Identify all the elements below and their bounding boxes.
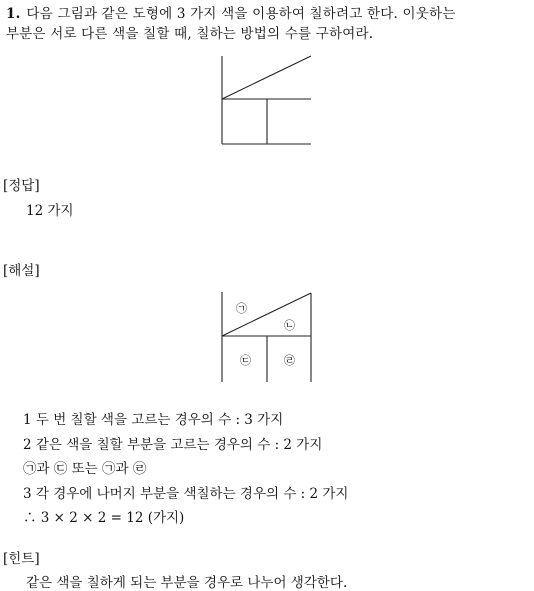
explanation-line-4: 3 각 경우에 나머지 부분을 색칠하는 경우의 수 : 2 가지 (23, 486, 349, 502)
explanation-line-1: 1 두 번 칠할 색을 고르는 경우의 수 : 3 가지 (23, 412, 284, 428)
figure-diagonal (222, 56, 311, 99)
explanation-line-3: ㉠과 ㉢ 또는 ㉠과 ㉣ (23, 461, 147, 477)
problem-figure (218, 54, 316, 148)
problem-line-2: 부분은 서로 다른 색을 칠할 때, 칠하는 방법의 수를 구하여라. (6, 26, 374, 42)
hint-text: 같은 색을 칠하게 되는 부분을 경우로 나누어 생각한다. (26, 575, 348, 591)
explanation-line-5: ∴ 3 × 2 × 2 = 12 (가지) (23, 510, 185, 526)
hint-heading: [힌트] (3, 551, 40, 567)
question-number: 1. (6, 6, 21, 22)
answer-text: 12 가지 (26, 203, 74, 219)
explanation-heading: [해설] (3, 263, 40, 279)
region-label-c: ㉢ (240, 354, 251, 367)
region-label-b: ㉡ (284, 319, 295, 332)
region-label-a: ㉠ (236, 302, 247, 315)
problem-line-1 (6, 2, 455, 22)
problem-text-1: 다음 그림과 같은 도형에 3 가지 색을 이용하여 칠하려고 한다. 이웃하는 (26, 6, 456, 22)
explanation-figure (218, 290, 316, 386)
region-label-d: ㉣ (284, 354, 295, 367)
answer-heading: [정답] (3, 178, 40, 194)
explanation-line-2: 2 같은 색을 칠할 부분을 고르는 경우의 수 : 2 가지 (23, 437, 323, 453)
